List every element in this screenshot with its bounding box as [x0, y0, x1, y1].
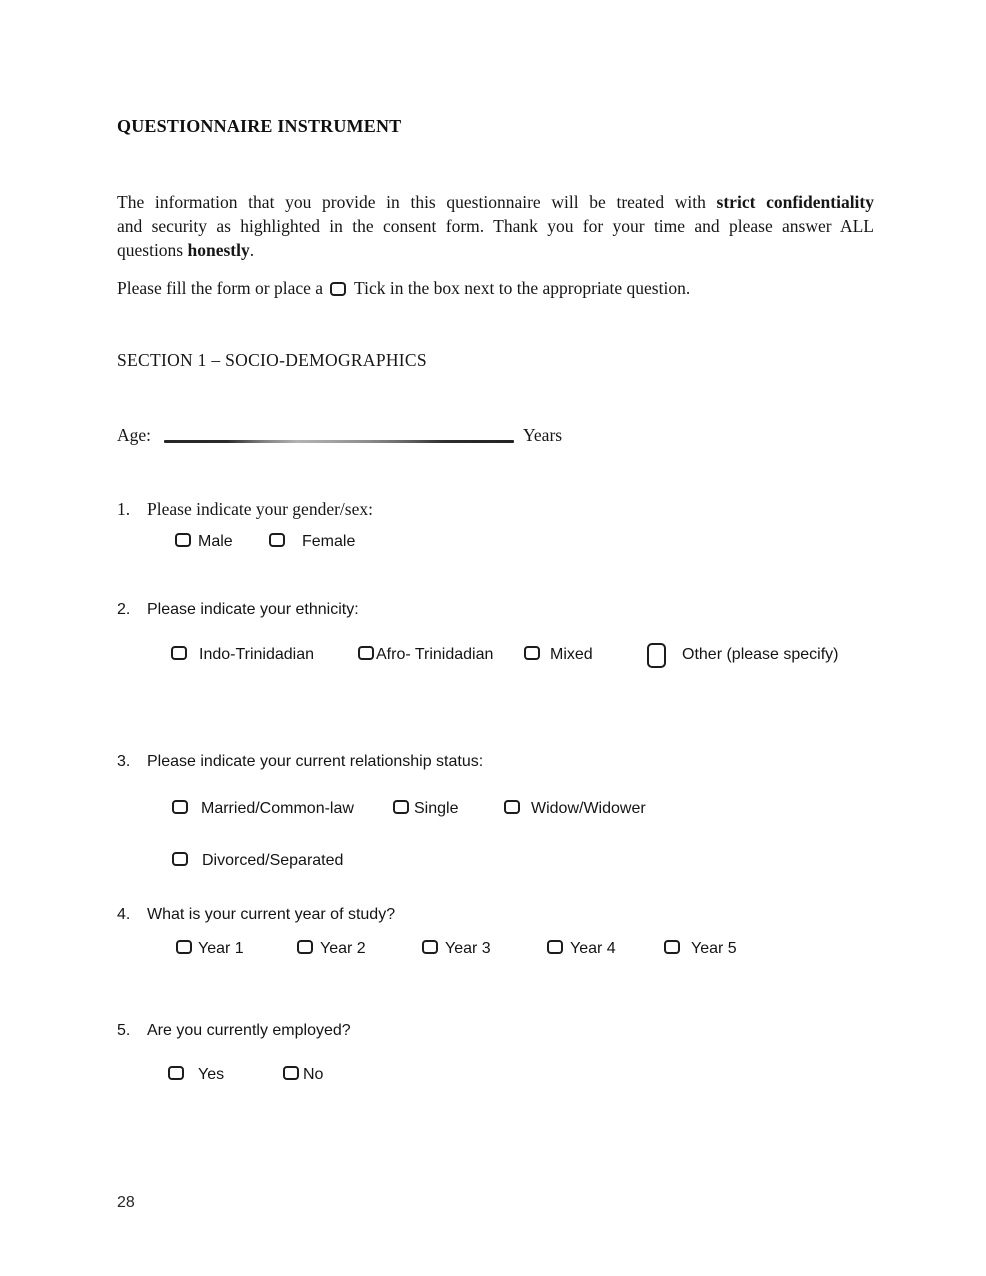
checkbox-divorced-separated[interactable] [172, 852, 188, 866]
option-yes[interactable] [168, 1063, 224, 1086]
section-heading: SECTION 1 – SOCIO-DEMOGRAPHICS [117, 350, 427, 370]
checkbox-other[interactable] [647, 643, 666, 668]
option-widow-widower-label: Widow/Widower [531, 800, 646, 817]
option-divorced-separated[interactable] [172, 849, 343, 872]
question-4-number: 4. [117, 906, 131, 923]
age-row [117, 423, 562, 447]
option-male[interactable] [175, 530, 233, 553]
checkbox-mixed[interactable] [524, 646, 540, 660]
question-5 [117, 1020, 351, 1042]
question-5-number: 5. [117, 1022, 131, 1039]
checkbox-year-4[interactable] [547, 940, 563, 954]
question-1 [117, 497, 373, 521]
option-other[interactable] [647, 643, 839, 668]
option-year-5[interactable] [664, 937, 737, 960]
checkbox-year-1[interactable] [176, 940, 192, 954]
option-female-label: Female [302, 533, 356, 550]
option-year-2-label: Year 2 [320, 940, 366, 957]
option-no[interactable] [283, 1063, 323, 1086]
question-2-text: Please indicate your ethnicity: [147, 601, 359, 618]
option-indo-trinidadian-label: Indo-Trinidadian [199, 646, 315, 663]
question-2-options [0, 643, 986, 671]
intro-line-3: questions honestly. [117, 240, 255, 260]
checkbox-no[interactable] [283, 1066, 299, 1080]
option-year-2[interactable] [297, 937, 366, 960]
option-male-label: Male [198, 533, 233, 550]
question-4-text: What is your current year of study? [147, 906, 396, 923]
question-4 [117, 904, 395, 926]
option-year-5-label: Year 5 [691, 940, 737, 957]
option-married-common-law[interactable] [172, 797, 354, 820]
age-input-line[interactable] [164, 440, 514, 443]
question-1-number: 1. [117, 499, 131, 519]
checkbox-year-2[interactable] [297, 940, 313, 954]
bold-strict-confidentiality: strict confidentiality [716, 192, 875, 212]
option-mixed-label: Mixed [550, 646, 593, 663]
option-mixed[interactable] [524, 643, 593, 666]
question-2-number: 2. [117, 601, 131, 618]
option-year-3-label: Year 3 [445, 940, 491, 957]
checkbox-widow-widower[interactable] [504, 800, 520, 814]
checkbox-single[interactable] [393, 800, 409, 814]
question-3-number: 3. [117, 753, 131, 770]
question-3-text: Please indicate your current relationship status: [147, 753, 484, 770]
option-divorced-separated-label: Divorced/Separated [202, 852, 344, 869]
checkbox-female[interactable] [269, 533, 285, 547]
option-indo-trinidadian[interactable] [171, 643, 314, 666]
question-2 [117, 599, 359, 621]
question-1-text: Please indicate your gender/sex: [147, 499, 373, 519]
age-label: Age: [117, 425, 152, 445]
option-year-3[interactable] [422, 937, 491, 960]
option-single[interactable] [393, 797, 458, 820]
question-4-options [0, 937, 986, 965]
option-married-common-law-label: Married/Common-law [201, 800, 354, 817]
option-afro-trinidadian[interactable] [358, 643, 493, 666]
question-5-options [0, 1063, 986, 1091]
tickbox-sample-icon [330, 282, 346, 296]
option-yes-label: Yes [198, 1066, 225, 1083]
intro-line-2: and security as highlighted in the consent form. Thank you for your time and please answer ALL [117, 216, 874, 236]
checkbox-afro-trinidadian[interactable] [358, 646, 374, 660]
question-3-options-row-2 [0, 849, 986, 877]
option-widow-widower[interactable] [504, 797, 646, 820]
checkbox-year-5[interactable] [664, 940, 680, 954]
option-year-4[interactable] [547, 937, 616, 960]
page-number: 28 [117, 1194, 135, 1211]
question-3-options-row-1 [0, 797, 986, 825]
checkbox-married-common-law[interactable] [172, 800, 188, 814]
checkbox-yes[interactable] [168, 1066, 184, 1080]
checkbox-indo-trinidadian[interactable] [171, 646, 187, 660]
age-unit-label: Years [523, 425, 563, 445]
checkbox-male[interactable] [175, 533, 191, 547]
option-year-1[interactable] [176, 937, 244, 960]
question-5-text: Are you currently employed? [147, 1022, 351, 1039]
checkbox-year-3[interactable] [422, 940, 438, 954]
bold-honestly: honestly [187, 240, 250, 260]
intro-line-1: The information that you provide in this questionnaire will be treated with strict confidentiality [117, 192, 875, 212]
option-year-4-label: Year 4 [570, 940, 616, 957]
question-1-options [0, 530, 986, 558]
option-year-1-label: Year 1 [198, 940, 244, 957]
option-female[interactable] [269, 530, 355, 553]
option-afro-trinidadian-label: Afro- Trinidadian [376, 646, 494, 663]
option-no-label: No [303, 1066, 324, 1083]
fill-instruction: Please fill the form or place a Tick in the box next to the appropriate question. [117, 278, 691, 298]
intro-paragraph [117, 190, 874, 262]
option-single-label: Single [414, 800, 459, 817]
page-title: QUESTIONNAIRE INSTRUMENT [117, 116, 402, 136]
option-other-label: Other (please specify) [682, 646, 839, 663]
question-3 [117, 751, 483, 773]
